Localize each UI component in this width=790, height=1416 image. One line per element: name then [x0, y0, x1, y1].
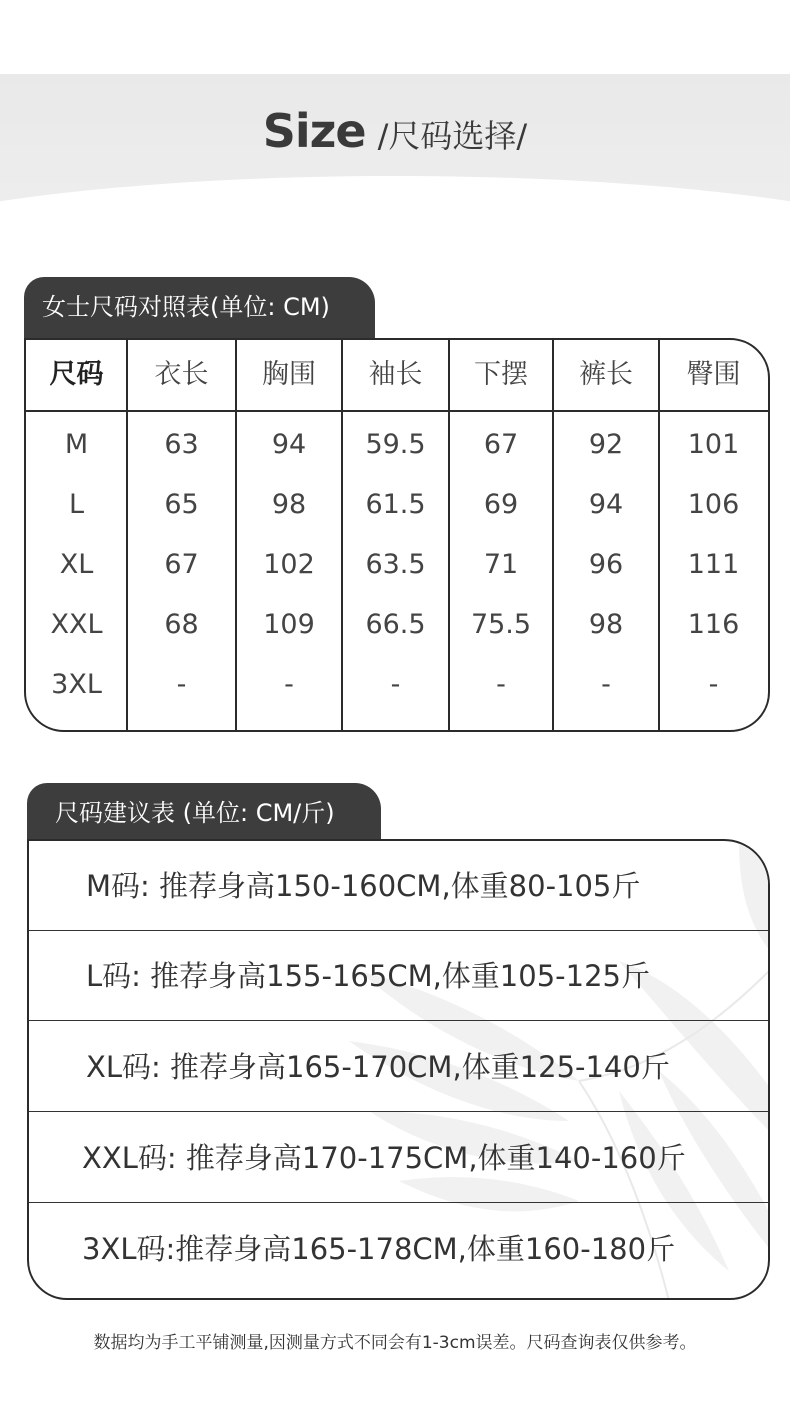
- header-curve: [0, 176, 790, 224]
- table-header-cell: 裤长: [579, 359, 633, 390]
- table-cell: 92: [588, 429, 624, 460]
- table-header-cell: 下摆: [474, 359, 528, 390]
- table-cell: 98: [588, 609, 624, 640]
- recommend-text: M码: 推荐身高150-160CM,体重80-105斤: [86, 869, 641, 903]
- header-divider: [26, 410, 768, 412]
- table-cell: -: [496, 669, 506, 700]
- table-cell: 94: [271, 429, 307, 460]
- footnote: 数据均为手工平铺测量,因测量方式不同会有1-3cm误差。尺码查询表仅供参考。: [93, 1333, 697, 1353]
- recommend-text: XL码: 推荐身高165-170CM,体重125-140斤: [86, 1050, 670, 1084]
- table-cell: -: [390, 669, 401, 700]
- page-title: [0, 104, 790, 158]
- table-cell: -: [601, 669, 611, 700]
- title-size: Size: [262, 104, 366, 158]
- table-header-cell: 臀围: [686, 359, 741, 390]
- table-header-cell: 袖长: [368, 359, 423, 390]
- table-cell: -: [176, 669, 187, 700]
- table-cell: 98: [271, 489, 307, 520]
- table-header-cell: 衣长: [154, 359, 209, 390]
- recommend-row-xxl: [29, 1113, 768, 1203]
- table-cell: 111: [687, 549, 740, 580]
- table-cell: 116: [687, 609, 740, 640]
- table-cell: 61.5: [365, 489, 426, 520]
- recommend-table-tab: 尺码建议表 (单位: CM/斤): [27, 783, 381, 841]
- recommend-row-3xl: [29, 1204, 768, 1294]
- table-cell: 102: [263, 549, 315, 580]
- table-cell: 101: [687, 429, 740, 460]
- table-cell: 75.5: [470, 609, 532, 640]
- size-label-cell: L: [68, 489, 85, 520]
- size-grid: [26, 340, 768, 730]
- table-cell: 67: [483, 429, 519, 460]
- table-cell: 68: [164, 609, 199, 640]
- recommend-row-l: [29, 931, 768, 1021]
- table-cell: 69: [483, 489, 519, 520]
- size-table-tab: 女士尺码对照表(单位: CM): [24, 277, 375, 339]
- table-cell: -: [284, 669, 294, 700]
- size-label-cell: XXL: [50, 609, 103, 640]
- recommend-text: 3XL码:推荐身高165-178CM,体重160-180斤: [82, 1232, 676, 1266]
- table-cell: 59.5: [365, 429, 426, 460]
- title-subtitle: /尺码选择/: [377, 117, 528, 155]
- table-header-cell: 胸围: [262, 359, 316, 390]
- table-cell: -: [708, 669, 719, 700]
- table-cell: 109: [263, 609, 315, 640]
- recommend-text: L码: 推荐身高155-165CM,体重105-125斤: [86, 959, 650, 993]
- recommend-row-xl: [29, 1022, 768, 1112]
- recommend-table: [27, 839, 770, 1300]
- table-cell: 96: [588, 549, 624, 580]
- table-cell: 63.5: [365, 549, 426, 580]
- table-cell: 67: [164, 549, 199, 580]
- table-cell: 66.5: [365, 609, 426, 640]
- table-cell: 106: [687, 489, 740, 520]
- recommend-row-m: [29, 841, 768, 931]
- size-label-cell: M: [64, 429, 89, 460]
- table-cell: 71: [483, 549, 519, 580]
- table-header-cell: 尺码: [49, 359, 104, 390]
- table-cell: 65: [164, 489, 199, 520]
- recommend-text: XXL码: 推荐身高170-175CM,体重140-160斤: [82, 1141, 686, 1175]
- table-cell: 63: [164, 429, 199, 460]
- size-label-cell: 3XL: [51, 669, 102, 700]
- size-table: [24, 338, 770, 732]
- table-cell: 94: [588, 489, 624, 520]
- size-label-cell: XL: [59, 549, 94, 580]
